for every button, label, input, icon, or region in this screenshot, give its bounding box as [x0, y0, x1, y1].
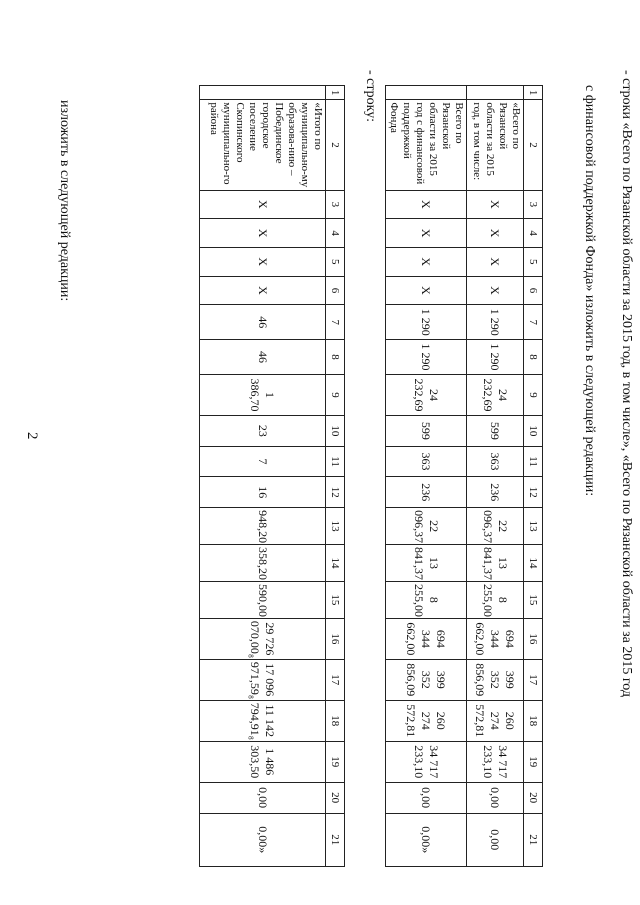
row-name-cell: «Всего по Рязанской области за 2015 год, в том числе:: [467, 100, 524, 190]
col-header: 17: [524, 659, 543, 700]
page-number: 2: [24, 432, 40, 440]
intro-paragraph-line2: с финансовой поддержкой Фонда» изложить в следующей редакции:: [582, 85, 597, 497]
cell: 0,00: [200, 782, 326, 813]
closing-paragraph: изложить в следующей редакции:: [57, 100, 72, 302]
cell: X: [386, 190, 467, 219]
cell: 22 096,37: [467, 508, 524, 545]
cell: 599: [386, 415, 467, 446]
col-header: 17: [326, 659, 345, 700]
col-header: 14: [524, 545, 543, 582]
cell: X: [386, 276, 467, 305]
table-municipality-total: [199, 85, 345, 867]
cell: X: [386, 247, 467, 276]
table-row: [467, 86, 524, 867]
cell: 694 344 662,00: [386, 618, 467, 659]
cell: 22 096,37: [386, 508, 467, 545]
col-header: 5: [326, 247, 345, 276]
cell: 236: [467, 477, 524, 508]
col-header: 8: [326, 340, 345, 375]
header-row: [524, 86, 543, 867]
cell: 363: [386, 446, 467, 477]
cell: 8 255,00: [386, 581, 467, 618]
cell: 46: [200, 340, 326, 375]
table-row: [200, 86, 326, 867]
cell: 363: [467, 446, 524, 477]
col-header: 10: [524, 415, 543, 446]
col-header: 8: [524, 340, 543, 375]
cell: X: [467, 190, 524, 219]
row-name-cell: Всего по Рязанской области за 2015 год с финансовой поддержкой Фонда: [386, 100, 467, 190]
col-header: 9: [326, 374, 345, 415]
cell: 358,20: [200, 545, 326, 582]
col-header: 19: [326, 741, 345, 782]
cell: 24 232,69: [386, 374, 467, 415]
header-row: [326, 86, 345, 867]
cell: 948,20: [200, 508, 326, 545]
cell: X: [386, 219, 467, 248]
col-header: 20: [524, 782, 543, 813]
table-row: [386, 86, 467, 867]
cell: X: [200, 190, 326, 219]
table-region-totals: [385, 85, 543, 867]
cell: 13 841,37: [467, 545, 524, 582]
cell: 1 290: [467, 340, 524, 375]
cell: 590,00: [200, 581, 326, 618]
col-header: 18: [524, 700, 543, 741]
cell: 46: [200, 305, 326, 340]
cell: X: [467, 276, 524, 305]
cell: 17 096 971,59₈: [200, 659, 326, 700]
col-header: 21: [524, 813, 543, 867]
cell: [386, 86, 467, 100]
cell: 399 352 856,09: [386, 659, 467, 700]
cell: X: [467, 219, 524, 248]
cell: 236: [386, 477, 467, 508]
cell: 7: [200, 446, 326, 477]
col-header: 2: [524, 100, 543, 190]
cell: 0,00: [386, 782, 467, 813]
intro-paragraph-line1: - строки «Всего по Рязанской области за 2015 год, в том числе», «Всего по Рязанской области за 2015 год: [619, 70, 634, 697]
cell: [467, 86, 524, 100]
col-header: 16: [524, 618, 543, 659]
col-header: 4: [524, 219, 543, 248]
cell: 24 232,69: [467, 374, 524, 415]
cell: X: [467, 247, 524, 276]
col-header: 1: [524, 86, 543, 100]
cell: 1 290: [467, 305, 524, 340]
col-header: 11: [524, 446, 543, 477]
col-header: 15: [326, 581, 345, 618]
cell: 34 717 233,10: [467, 741, 524, 782]
cell: 599: [467, 415, 524, 446]
cell: X: [200, 247, 326, 276]
col-header: 10: [326, 415, 345, 446]
cell: 34 717 233,10: [386, 741, 467, 782]
col-header: 13: [326, 508, 345, 545]
cell: 29 726 070,00₈: [200, 618, 326, 659]
cell: 260 274 572,81: [386, 700, 467, 741]
row-name-cell: «Итого по муниципально-му образова-нию – Побединское городское поселение Скопинского муниципально-го района: [200, 100, 326, 190]
col-header: 19: [524, 741, 543, 782]
cell: 0,00»: [386, 813, 467, 867]
col-header: 14: [326, 545, 345, 582]
col-header: 12: [326, 477, 345, 508]
col-header: 15: [524, 581, 543, 618]
col-header: 21: [326, 813, 345, 867]
cell: 399 352 856,09: [467, 659, 524, 700]
col-header: 6: [524, 276, 543, 305]
cell: 1 290: [386, 340, 467, 375]
col-header: 5: [524, 247, 543, 276]
cell: 1 486 303,50: [200, 741, 326, 782]
cell: 0,00: [467, 813, 524, 867]
col-header: 6: [326, 276, 345, 305]
col-header: 11: [326, 446, 345, 477]
col-header: 4: [326, 219, 345, 248]
cell: 1 386,70: [200, 374, 326, 415]
col-header: 9: [524, 374, 543, 415]
col-header: 3: [326, 190, 345, 219]
cell: [200, 86, 326, 100]
cell: 694 344 662,00: [467, 618, 524, 659]
cell: 260 274 572,81: [467, 700, 524, 741]
cell: X: [200, 276, 326, 305]
col-header: 2: [326, 100, 345, 190]
col-header: 12: [524, 477, 543, 508]
cell: 0,00: [467, 782, 524, 813]
col-header: 7: [326, 305, 345, 340]
cell: 8 255,00: [467, 581, 524, 618]
col-header: 3: [524, 190, 543, 219]
cell: 11 142 794,91₈: [200, 700, 326, 741]
cell: 13 841,37: [386, 545, 467, 582]
cell: X: [200, 219, 326, 248]
cell: 23: [200, 415, 326, 446]
cell: 0,00»: [200, 813, 326, 867]
col-header: 7: [524, 305, 543, 340]
row-replace-label: - строку:: [363, 70, 378, 122]
col-header: 1: [326, 86, 345, 100]
col-header: 18: [326, 700, 345, 741]
col-header: 13: [524, 508, 543, 545]
cell: 1 290: [386, 305, 467, 340]
col-header: 16: [326, 618, 345, 659]
cell: 16: [200, 477, 326, 508]
col-header: 20: [326, 782, 345, 813]
